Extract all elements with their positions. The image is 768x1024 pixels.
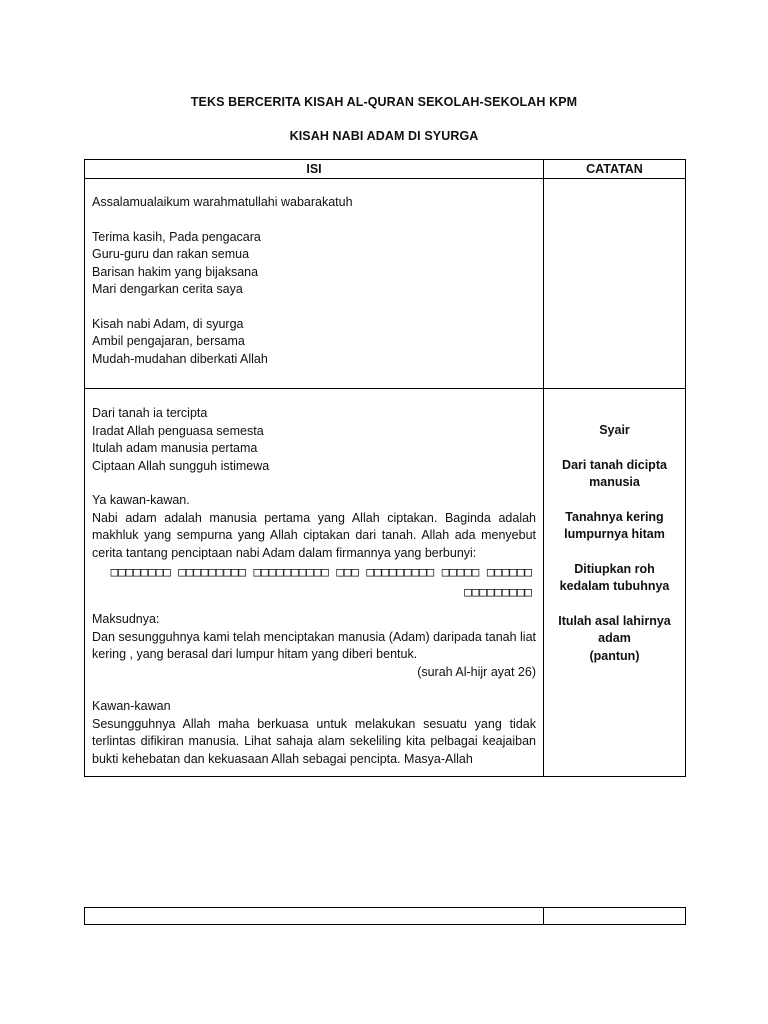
story-title: KISAH NABI ADAM DI SYURGA [289, 129, 479, 143]
poem-line: Ciptaan Allah sungguh istimewa [92, 458, 270, 473]
intro-line: Terima kasih, Pada pengacara [92, 229, 261, 244]
column-header-isi: ISI [85, 160, 544, 179]
intro-line: Guru-guru dan rakan semua [92, 247, 250, 261]
note-item: Tanahnya kering lumpurnya hitam [564, 509, 665, 541]
verse-line: Kisah nabi Adam, di syurga [92, 316, 244, 331]
story-table [84, 159, 686, 777]
note-item: Ditiupkan roh kedalam tubuhnya [559, 561, 670, 593]
verse-line: Ambil pengajaran, bersama [92, 334, 245, 348]
greeting-line: Assalamualaikum warahmatullahi wabarakatuh [92, 195, 353, 209]
table-row [85, 908, 686, 925]
arabic-verse: □□□□□□□□ □□□□□□□□□ □□□□□□□□□□ □□□ □□□□□□□□□ □□□□□ □□□□□□ □□□□□□□□□ [110, 564, 532, 599]
verse-line: Mudah-mudahan diberkati Allah [92, 351, 268, 366]
address-line: Kawan-kawan [92, 699, 171, 713]
poem-line: Iradat Allah penguasa semesta [92, 423, 264, 438]
empty-cell [544, 908, 686, 925]
table-row [85, 389, 686, 777]
table-row [85, 179, 686, 389]
address-line: Ya kawan-kawan. [92, 493, 190, 507]
document-title: TEKS BERCERITA KISAH AL-QURAN SEKOLAH-SEKOLAH KPM [190, 95, 578, 109]
isi-cell-story [85, 389, 544, 777]
table-header-row [85, 160, 686, 179]
intro-line: Mari dengarkan cerita saya [92, 282, 243, 296]
note-item: (pantun) [589, 648, 640, 663]
note-item: Syair [599, 423, 630, 437]
catatan-cell-story [544, 389, 686, 777]
intro-line: Barisan hakim yang bijaksana [92, 264, 259, 279]
isi-cell-opening [85, 179, 544, 389]
note-item: Dari tanah dicipta manusia [562, 457, 667, 489]
paragraph-closing: Sesungguhnya Allah maha berkuasa untuk melakukan sesuatu yang tidak terlintas difikiran manusia. Lihat sahaja alam sekeliling kita pelbagai keajaiban bukti kehebatan dan kekuasaan Allah sebagai pencipta. Masya-Allah [92, 716, 536, 766]
empty-cell [85, 908, 544, 925]
meaning-label: Maksudnya: [92, 612, 160, 626]
note-item: Itulah asal lahirnya adam [558, 613, 671, 645]
poem-line: Dari tanah ia tercipta [92, 406, 208, 420]
column-header-catatan: CATATAN [544, 160, 686, 179]
catatan-cell-opening [544, 179, 686, 389]
next-page-table-stub [84, 907, 686, 925]
poem-line: Itulah adam manusia pertama [92, 441, 258, 455]
verse-reference: (surah Al-hijr ayat 26) [417, 664, 536, 679]
meaning-text: Dan sesungguhnya kami telah menciptakan manusia (Adam) daripada tanah liat kering , yang berasal dari lumpur hitam yang diberi bentuk. [92, 629, 537, 661]
paragraph-creation: Nabi adam adalah manusia pertama yang Allah ciptakan. Baginda adalah makhluk yang sempurna yang Allah ciptakan dari tanah. Allah ada menyebut cerita tantang penciptaan nabi Adam dalam firmannya yang berbunyi: [92, 510, 536, 560]
